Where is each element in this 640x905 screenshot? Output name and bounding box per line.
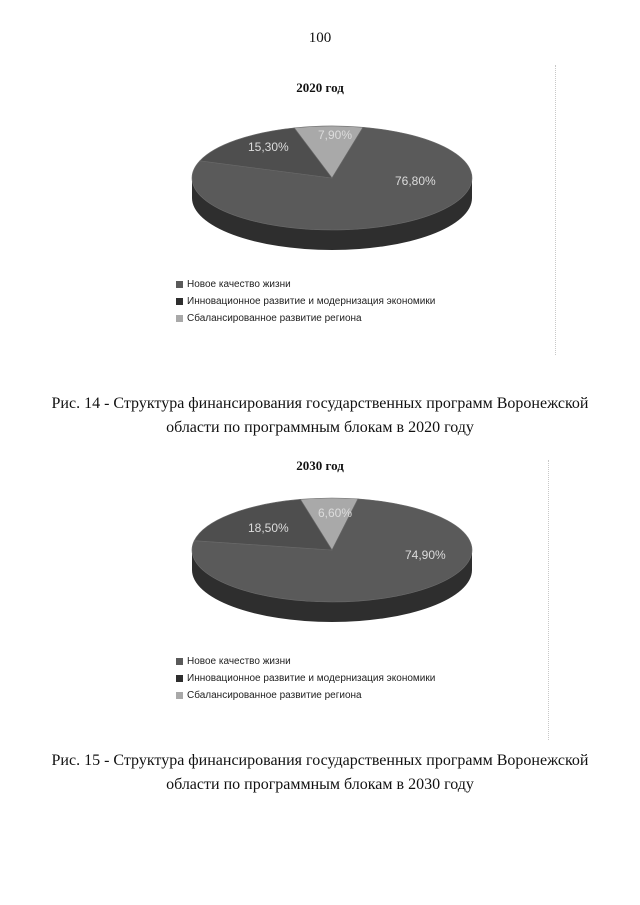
- legend-item-new-quality: [176, 653, 435, 670]
- pie-chart-2020: [0, 110, 640, 260]
- legend-item-balanced: [176, 687, 435, 704]
- caption-line: области по программным блокам в 2030 году: [166, 776, 474, 793]
- chart-title-2030: 2030 год: [296, 458, 344, 473]
- legend-swatch-icon: [176, 281, 183, 288]
- legend-swatch-icon: [176, 658, 183, 665]
- legend-label: Сбалансированное развитие региона: [187, 313, 362, 324]
- legend-label: Новое качество жизни: [187, 656, 291, 667]
- legend-item-balanced: [176, 310, 435, 327]
- legend-swatch-icon: [176, 675, 183, 682]
- legend-label: Новое качество жизни: [187, 279, 291, 290]
- page-number: 100: [308, 30, 332, 46]
- legend-swatch-icon: [176, 298, 183, 305]
- legend-item-innovation: [176, 670, 435, 687]
- legend-2020: [176, 276, 435, 327]
- legend-swatch-icon: [176, 692, 183, 699]
- pie-data-label: 76,80%: [395, 174, 436, 188]
- legend-item-new-quality: [176, 276, 435, 293]
- legend-2030: [176, 653, 435, 704]
- pie-data-label: 74,90%: [405, 548, 446, 562]
- pie-chart-2030: [0, 490, 640, 640]
- legend-label: Инновационное развитие и модернизация экономики: [187, 673, 436, 684]
- caption-line: области по программным блокам в 2020 году: [166, 419, 474, 436]
- legend-swatch-icon: [176, 315, 183, 322]
- figure-caption-14: [0, 392, 640, 440]
- legend-item-innovation: [176, 293, 435, 310]
- legend-label: Инновационное развитие и модернизация экономики: [187, 296, 436, 307]
- pie-data-label: 18,50%: [248, 521, 289, 535]
- pie-data-label: 6,60%: [318, 506, 353, 520]
- caption-line: Рис. 15 - Структура финансирования государственных программ Воронежской: [51, 752, 589, 769]
- pie-data-label: 7,90%: [318, 128, 353, 142]
- caption-line: Рис. 14 - Структура финансирования государственных программ Воронежской: [51, 395, 589, 412]
- legend-label: Сбалансированное развитие региона: [187, 690, 362, 701]
- figure-caption-15: [0, 749, 640, 797]
- chart-title-2020: 2020 год: [296, 80, 344, 95]
- pie-data-label: 15,30%: [248, 140, 289, 154]
